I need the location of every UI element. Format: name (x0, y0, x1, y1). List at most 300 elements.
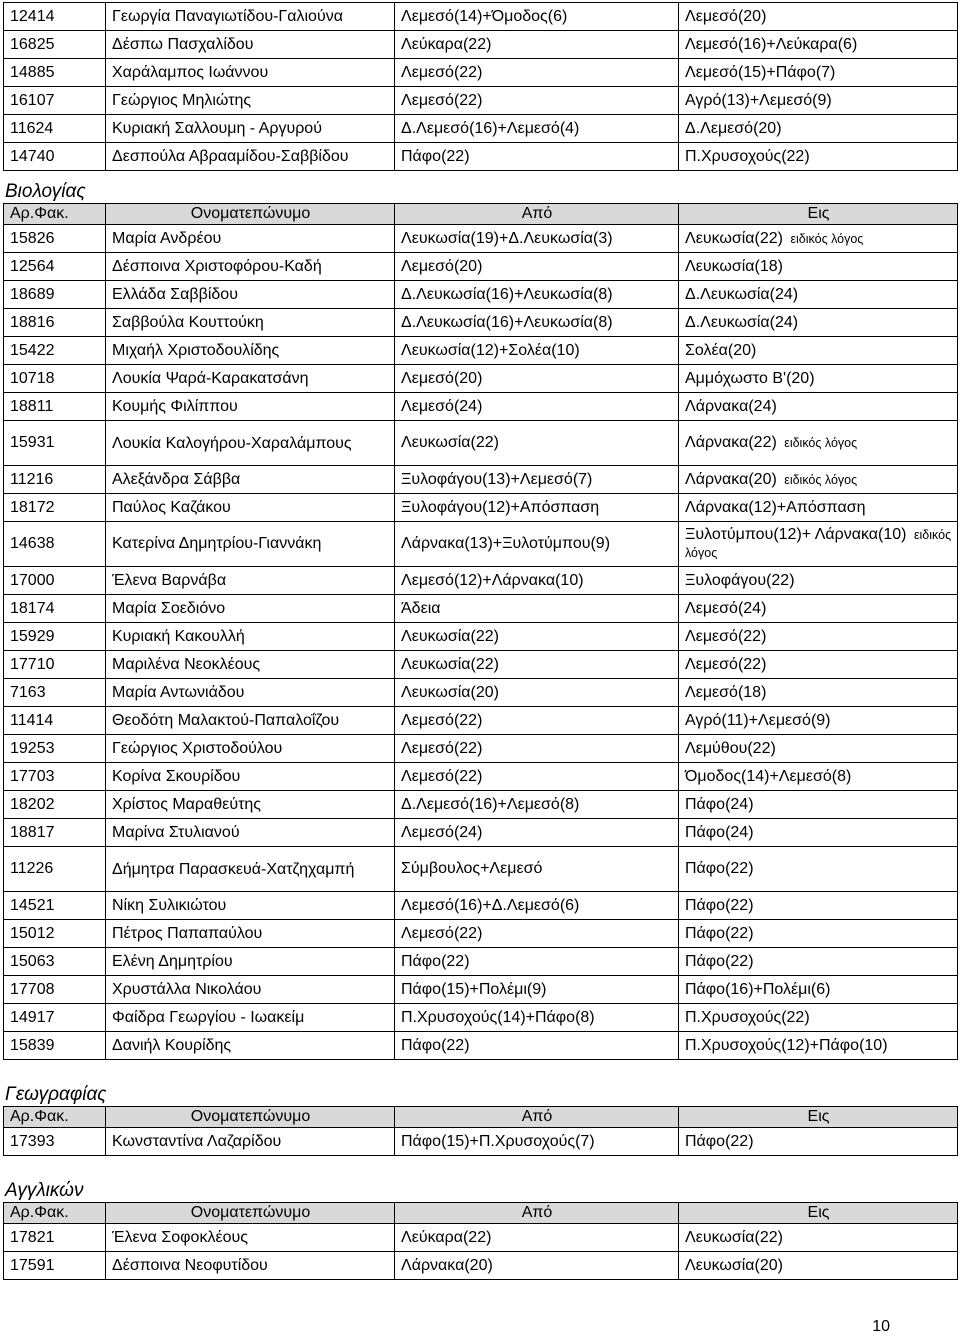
to-text: Λεμεσό(22) (685, 627, 767, 645)
from-text: Λεμεσό(22) (401, 924, 483, 942)
full-name-cell (106, 976, 395, 1004)
full-name-cell (106, 763, 395, 791)
table-header-row (4, 204, 958, 225)
file-number-cell (4, 365, 106, 393)
file-number-text: 15839 (10, 1036, 55, 1054)
file-number-cell (4, 522, 106, 567)
file-number-cell (4, 948, 106, 976)
to-cell (679, 976, 958, 1004)
to-cell (679, 253, 958, 281)
to-text: Αγρό(13)+Λεμεσό(9) (685, 91, 832, 109)
from-text: Πάφο(15)+Π.Χρυσοχούς(7) (401, 1132, 595, 1150)
from-cell (395, 707, 679, 735)
table-row (4, 707, 958, 735)
from-cell (395, 595, 679, 623)
full-name-cell (106, 281, 395, 309)
from-text: Λεύκαρα(22) (401, 1228, 492, 1246)
from-cell (395, 623, 679, 651)
english-transfer-table (3, 1202, 958, 1280)
to-cell (679, 595, 958, 623)
file-number-cell (4, 595, 106, 623)
from-cell (395, 892, 679, 920)
file-number-text: 11226 (10, 860, 54, 877)
table-header-row (4, 1203, 958, 1224)
header-from: Από (395, 1203, 679, 1224)
full-name-cell (106, 819, 395, 847)
to-cell (679, 920, 958, 948)
full-name-text: Λουκία Ψαρά-Καρακατσάνη (112, 369, 309, 387)
to-cell (679, 679, 958, 707)
table-row (4, 281, 958, 309)
table-row (4, 466, 958, 494)
from-cell (395, 791, 679, 819)
biology-transfer-table (3, 203, 958, 1060)
to-text: Λεμεσό(24) (685, 599, 767, 617)
from-cell (395, 59, 679, 87)
to-text: Όμοδος(14)+Λεμεσό(8) (685, 767, 852, 785)
full-name-text: Ελλάδα Σαββίδου (112, 285, 238, 303)
file-number-text: 11414 (10, 711, 54, 729)
full-name-cell (106, 651, 395, 679)
special-reason-note: ειδικός λόγος (685, 528, 952, 560)
table-row (4, 976, 958, 1004)
full-name-text: Γεώργιος Χριστοδούλου (112, 739, 283, 757)
header-file-number: Αρ.Φακ. (4, 1203, 106, 1224)
full-name-cell (106, 1128, 395, 1156)
table-row (4, 1128, 958, 1156)
header-full-name: Ονοματεπώνυμο (106, 204, 395, 225)
table-row (4, 522, 958, 567)
to-cell (679, 143, 958, 171)
to-cell (679, 623, 958, 651)
from-cell (395, 253, 679, 281)
table-header-row (4, 1107, 958, 1128)
table-row (4, 679, 958, 707)
file-number-text: 19253 (10, 739, 55, 757)
full-name-cell (106, 494, 395, 522)
full-name-text: Κυριακή Κακουλλή (112, 627, 245, 645)
file-number-text: 17393 (10, 1132, 55, 1150)
from-text: Λεύκαρα(22) (401, 35, 492, 53)
full-name-cell (106, 309, 395, 337)
table-row (4, 791, 958, 819)
from-text: Λάρνακα(20) (401, 1256, 493, 1274)
from-cell (395, 651, 679, 679)
full-name-text: Μαρία Ανδρέου (112, 229, 222, 247)
from-cell (395, 567, 679, 595)
file-number-cell (4, 763, 106, 791)
to-text: Λευκωσία(18) (685, 257, 783, 275)
to-text: Λευκωσία(22) (685, 1228, 783, 1246)
file-number-text: 15422 (10, 341, 55, 359)
to-text: Λάρνακα(24) (685, 397, 777, 415)
table-row (4, 1032, 958, 1060)
table-row (4, 87, 958, 115)
file-number-text: 18811 (10, 397, 54, 415)
to-cell (679, 59, 958, 87)
to-cell (679, 522, 958, 567)
from-text: Λεμεσό(22) (401, 91, 483, 109)
to-text: Λεμεσό(22) (685, 655, 767, 673)
to-cell (679, 337, 958, 365)
full-name-text: Δέσποινα Νεοφυτίδου (112, 1256, 268, 1274)
file-number-cell (4, 1032, 106, 1060)
from-text: Πάφο(22) (401, 1036, 470, 1054)
from-cell (395, 819, 679, 847)
full-name-cell (106, 87, 395, 115)
table-row (4, 1224, 958, 1252)
full-name-cell (106, 948, 395, 976)
to-text: Πάφο(22) (685, 860, 754, 877)
file-number-text: 17000 (10, 571, 55, 589)
from-cell (395, 466, 679, 494)
header-from: Από (395, 204, 679, 225)
from-cell (395, 31, 679, 59)
full-name-cell (106, 567, 395, 595)
to-cell (679, 1004, 958, 1032)
full-name-text: Φαίδρα Γεωργίου - Ιωακείμ (112, 1008, 305, 1026)
to-cell (679, 651, 958, 679)
from-text: Λευκωσία(22) (401, 655, 499, 673)
geography-table-body (4, 1128, 958, 1156)
to-text: Λεμεσό(20) (685, 7, 767, 25)
to-cell (679, 466, 958, 494)
file-number-text: 14638 (10, 535, 55, 552)
from-cell (395, 1032, 679, 1060)
table-row (4, 115, 958, 143)
to-cell (679, 763, 958, 791)
to-cell (679, 1032, 958, 1060)
to-cell (679, 735, 958, 763)
top-table-body (4, 3, 958, 171)
full-name-cell (106, 707, 395, 735)
to-text: Δ.Λευκωσία(24) (685, 313, 799, 331)
from-text: Λεμεσό(24) (401, 823, 483, 841)
header-file-number: Αρ.Φακ. (4, 204, 106, 225)
file-number-cell (4, 143, 106, 171)
to-text: Λάρνακα(20) (685, 470, 777, 488)
biology-table-body (4, 225, 958, 1060)
full-name-cell (106, 31, 395, 59)
header-full-name: Ονοματεπώνυμο (106, 1107, 395, 1128)
from-text: Δ.Λεμεσό(16)+Λεμεσό(8) (401, 795, 580, 813)
to-cell (679, 791, 958, 819)
full-name-text: Κορίνα Σκουρίδου (112, 767, 241, 785)
full-name-text: Γεωργία Παναγιωτίδου-Γαλιούνα (112, 7, 343, 25)
full-name-text: Σαββούλα Κουττούκη (112, 313, 264, 331)
from-text: Δ.Λεμεσό(16)+Λεμεσό(4) (401, 119, 580, 137)
to-cell (679, 1252, 958, 1280)
full-name-text: Θεοδότη Μαλακτού-Παπαλοΐζου (112, 711, 340, 729)
file-number-text: 12414 (10, 7, 55, 25)
from-text: Ξυλοφάγου(13)+Λεμεσό(7) (401, 470, 593, 488)
file-number-cell (4, 59, 106, 87)
to-text: Π.Χρυσοχούς(22) (685, 1008, 810, 1026)
to-cell (679, 494, 958, 522)
full-name-text: Γεώργιος Μηλιώτης (112, 91, 252, 109)
from-cell (395, 143, 679, 171)
file-number-text: 15063 (10, 952, 55, 970)
file-number-cell (4, 679, 106, 707)
from-cell (395, 735, 679, 763)
from-cell (395, 1004, 679, 1032)
file-number-cell (4, 337, 106, 365)
file-number-cell (4, 623, 106, 651)
table-row (4, 393, 958, 421)
table-row (4, 59, 958, 87)
file-number-cell (4, 791, 106, 819)
to-cell (679, 1224, 958, 1252)
header-to: Εις (679, 1203, 958, 1224)
full-name-text: Πέτρος Παπαπαύλου (112, 924, 263, 942)
full-name-text: Δήμητρα Παρασκευά-Χατζηχαμπή (112, 860, 355, 878)
file-number-cell (4, 3, 106, 31)
file-number-cell (4, 892, 106, 920)
file-number-cell (4, 1004, 106, 1032)
from-text: Λευκωσία(22) (401, 627, 499, 645)
to-text: Λεμύθου(22) (685, 739, 776, 757)
file-number-text: 11216 (10, 470, 54, 488)
from-text: Πάφο(22) (401, 952, 470, 970)
file-number-cell (4, 976, 106, 1004)
full-name-cell (106, 253, 395, 281)
from-text: Άδεια (401, 599, 441, 617)
file-number-cell (4, 281, 106, 309)
from-cell (395, 281, 679, 309)
from-cell (395, 87, 679, 115)
to-text: Πάφο(22) (685, 896, 754, 914)
table-row (4, 763, 958, 791)
from-text: Λευκωσία(19)+Δ.Λευκωσία(3) (401, 229, 613, 247)
to-text: Π.Χρυσοχούς(22) (685, 147, 810, 165)
document-page (3, 2, 957, 1280)
to-cell (679, 225, 958, 253)
file-number-cell (4, 1128, 106, 1156)
full-name-cell (106, 3, 395, 31)
full-name-text: Λουκία Καλογήρου-Χαραλάμπους (112, 434, 352, 452)
full-name-text: Δανιήλ Κουρίδης (112, 1036, 232, 1054)
full-name-text: Δέσποινα Χριστοφόρου-Καδή (112, 257, 322, 275)
to-text: Πάφο(22) (685, 924, 754, 942)
file-number-text: 15826 (10, 229, 55, 247)
top-transfer-table (3, 2, 958, 171)
file-number-cell (4, 393, 106, 421)
full-name-text: Κυριακή Σαλλουμη - Αργυρού (112, 119, 322, 137)
to-cell (679, 948, 958, 976)
from-cell (395, 393, 679, 421)
from-cell (395, 309, 679, 337)
full-name-cell (106, 393, 395, 421)
table-row (4, 948, 958, 976)
full-name-cell (106, 920, 395, 948)
table-row (4, 365, 958, 393)
from-cell (395, 421, 679, 466)
file-number-cell (4, 309, 106, 337)
table-row (4, 309, 958, 337)
file-number-text: 11624 (10, 119, 54, 137)
from-text: Π.Χρυσοχούς(14)+Πάφο(8) (401, 1008, 595, 1026)
from-text: Λεμεσό(16)+Δ.Λεμεσό(6) (401, 896, 580, 914)
from-text: Λευκωσία(22) (401, 434, 499, 451)
file-number-text: 17821 (10, 1228, 55, 1246)
to-text: Πάφο(22) (685, 1132, 754, 1150)
header-to: Εις (679, 1107, 958, 1128)
to-text: Π.Χρυσοχούς(12)+Πάφο(10) (685, 1036, 888, 1054)
from-cell (395, 948, 679, 976)
from-cell (395, 494, 679, 522)
from-cell (395, 337, 679, 365)
to-cell (679, 87, 958, 115)
file-number-text: 17708 (10, 980, 55, 998)
from-text: Ξυλοφάγου(12)+Απόσπαση (401, 498, 600, 516)
to-text: Πάφο(24) (685, 795, 754, 813)
file-number-cell (4, 1252, 106, 1280)
file-number-text: 18202 (10, 795, 55, 813)
file-number-cell (4, 1224, 106, 1252)
from-cell (395, 225, 679, 253)
to-text: Πάφο(16)+Πολέμι(6) (685, 980, 831, 998)
header-file-number: Αρ.Φακ. (4, 1107, 106, 1128)
full-name-text: Έλενα Σοφοκλέους (112, 1228, 248, 1246)
table-row (4, 567, 958, 595)
to-cell (679, 281, 958, 309)
to-cell (679, 819, 958, 847)
to-cell (679, 847, 958, 892)
to-cell (679, 31, 958, 59)
file-number-cell (4, 31, 106, 59)
full-name-text: Κατερίνα Δημητρίου-Γιαννάκη (112, 535, 322, 552)
from-text: Λεμεσό(22) (401, 711, 483, 729)
full-name-text: Ελένη Δημητρίου (112, 952, 233, 970)
to-text: Λευκωσία(20) (685, 1256, 783, 1274)
file-number-text: 18172 (10, 498, 55, 516)
table-row (4, 337, 958, 365)
to-cell (679, 567, 958, 595)
from-text: Λεμεσό(20) (401, 369, 483, 387)
file-number-text: 17710 (10, 655, 55, 673)
file-number-text: 17703 (10, 767, 55, 785)
to-text: Ξυλοτύμπου(12)+ Λάρνακα(10) (685, 526, 907, 543)
to-text: Λεμεσό(15)+Πάφο(7) (685, 63, 836, 81)
to-text: Σολέα(20) (685, 341, 757, 359)
full-name-text: Μαρία Σοεδιόνο (112, 599, 226, 617)
from-cell (395, 3, 679, 31)
header-full-name: Ονοματεπώνυμο (106, 1203, 395, 1224)
file-number-text: 18816 (10, 313, 55, 331)
from-cell (395, 522, 679, 567)
file-number-text: 14917 (10, 1008, 55, 1026)
full-name-cell (106, 225, 395, 253)
to-text: Πάφο(22) (685, 952, 754, 970)
to-cell (679, 707, 958, 735)
file-number-cell (4, 567, 106, 595)
file-number-cell (4, 466, 106, 494)
to-text: Λεμεσό(16)+Λεύκαρα(6) (685, 35, 858, 53)
file-number-text: 10718 (10, 369, 55, 387)
from-cell (395, 365, 679, 393)
full-name-cell (106, 337, 395, 365)
to-cell (679, 421, 958, 466)
table-row (4, 595, 958, 623)
from-text: Λάρνακα(13)+Ξυλοτύμπου(9) (401, 535, 611, 552)
full-name-cell (106, 847, 395, 892)
to-text: Αγρό(11)+Λεμεσό(9) (685, 711, 831, 729)
file-number-cell (4, 920, 106, 948)
file-number-cell (4, 847, 106, 892)
full-name-text: Παύλος Καζάκου (112, 498, 231, 516)
full-name-text: Χρυστάλλα Νικολάου (112, 980, 262, 998)
full-name-text: Νίκη Συλικιώτου (112, 896, 227, 914)
from-text: Λεμεσό(22) (401, 739, 483, 757)
to-text: Λεμεσό(18) (685, 683, 767, 701)
file-number-text: 15929 (10, 627, 55, 645)
file-number-text: 15931 (10, 434, 55, 451)
file-number-cell (4, 87, 106, 115)
table-row (4, 1252, 958, 1280)
to-text: Λάρνακα(12)+Απόσπαση (685, 498, 866, 516)
file-number-text: 12564 (10, 257, 55, 275)
full-name-text: Μαριλένα Νεοκλέους (112, 655, 261, 673)
table-row (4, 421, 958, 466)
file-number-text: 14740 (10, 147, 55, 165)
to-text: Λάρνακα(22) (685, 434, 777, 451)
to-text: Αμμόχωστο Β'(20) (685, 369, 815, 387)
english-section-title: Αγγλικών (5, 1180, 84, 1201)
file-number-text: 14521 (10, 896, 55, 914)
table-row (4, 494, 958, 522)
from-text: Λευκωσία(20) (401, 683, 499, 701)
full-name-text: Κωνσταντίνα Λαζαρίδου (112, 1132, 282, 1150)
full-name-cell (106, 115, 395, 143)
full-name-text: Χρίστος Μαραθεύτης (112, 795, 261, 813)
to-cell (679, 1128, 958, 1156)
file-number-cell (4, 735, 106, 763)
file-number-text: 16825 (10, 35, 55, 53)
from-text: Δ.Λευκωσία(16)+Λευκωσία(8) (401, 313, 613, 331)
full-name-text: Έλενα Βαρνάβα (112, 571, 227, 589)
special-reason-note: ειδικός λόγος (784, 472, 858, 487)
table-row (4, 920, 958, 948)
special-reason-note: ειδικός λόγος (790, 231, 864, 246)
from-cell (395, 679, 679, 707)
to-cell (679, 3, 958, 31)
to-text: Δ.Λεμεσό(20) (685, 119, 782, 137)
full-name-text: Μαρίνα Στυλιανού (112, 823, 240, 841)
full-name-cell (106, 466, 395, 494)
full-name-text: Δέσπω Πασχαλίδου (112, 35, 254, 53)
full-name-text: Κουμής Φιλίππου (112, 397, 238, 415)
full-name-cell (106, 735, 395, 763)
table-row (4, 735, 958, 763)
table-row (4, 253, 958, 281)
table-row (4, 892, 958, 920)
full-name-text: Μιχαήλ Χριστοδουλίδης (112, 341, 280, 359)
from-cell (395, 1128, 679, 1156)
table-row (4, 819, 958, 847)
full-name-text: Χαράλαμπος Ιωάννου (112, 63, 269, 81)
full-name-cell (106, 365, 395, 393)
from-text: Λεμεσό(12)+Λάρνακα(10) (401, 571, 584, 589)
full-name-text: Αλεξάνδρα Σάββα (112, 470, 241, 488)
file-number-cell (4, 115, 106, 143)
geography-section-title: Γεωγραφίας (5, 1084, 107, 1105)
table-row (4, 623, 958, 651)
from-text: Λεμεσό(22) (401, 767, 483, 785)
full-name-cell (106, 1032, 395, 1060)
header-to: Εις (679, 204, 958, 225)
header-from: Από (395, 1107, 679, 1128)
full-name-cell (106, 1224, 395, 1252)
